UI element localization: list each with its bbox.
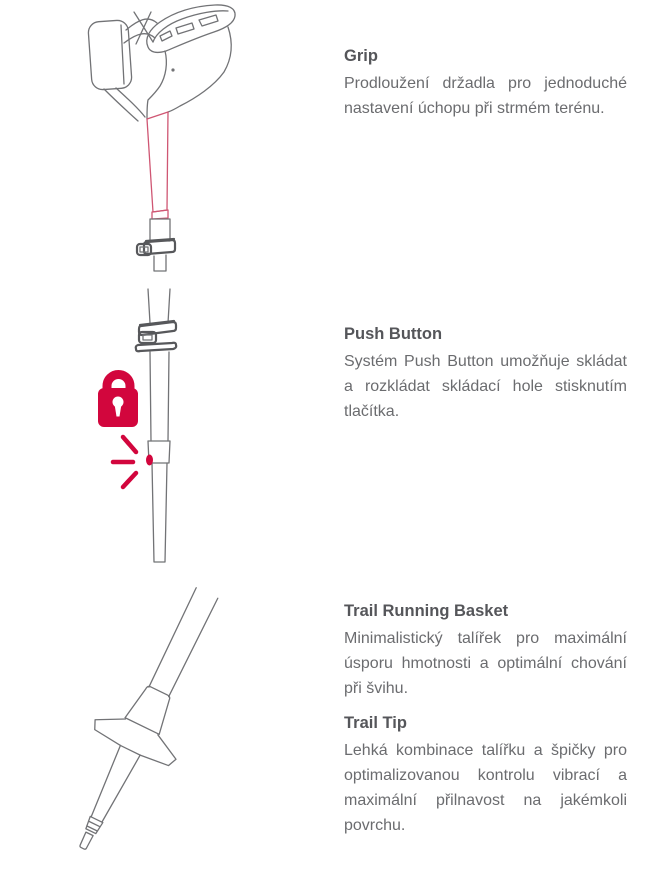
feature-grip [344,45,627,121]
feature-push-button [344,323,627,424]
feature-push-button-line: a rozkládat skládací hole stisknutím [344,378,627,395]
feature-trail-tip-line: Lehká kombinace talířku a špičky pro [344,742,627,759]
lock-icon [98,375,138,427]
feature-grip-heading: Grip [344,47,378,65]
feature-trail-tip-line: povrchu. [344,817,406,834]
tip-basket-illustration [42,573,247,868]
feature-grip-line: Prodloužení držadla pro jednoduché [344,75,627,92]
feature-trail-tip-heading: Trail Tip [344,714,407,732]
feature-trail-running-basket [344,600,627,701]
click-burst-icon [113,437,136,487]
feature-trail-running-basket-heading: Trail Running Basket [344,602,509,620]
feature-trail-tip-line: maximální přilnavost na jakémkoli [344,792,627,809]
feature-trail-running-basket-line: úsporu hmotnosti a optimální chování [344,655,627,672]
push-button-illustration [98,289,176,562]
feature-trail-tip-line: optimalizovanou kontrolu vibrací a [344,767,627,784]
feature-push-button-line: Systém Push Button umožňuje skládat [344,353,627,370]
feature-grip-line: nastavení úchopu při strmém terénu. [344,100,605,117]
feature-trail-tip [344,712,627,838]
feature-trail-running-basket-line: Minimalistický talířek pro maximální [344,630,627,647]
feature-push-button-heading: Push Button [344,325,443,343]
feature-trail-running-basket-line: při švihu. [344,680,409,697]
feature-push-button-line: tlačítka. [344,403,400,420]
push-button-dot [146,455,153,466]
grip-illustration [88,5,235,271]
